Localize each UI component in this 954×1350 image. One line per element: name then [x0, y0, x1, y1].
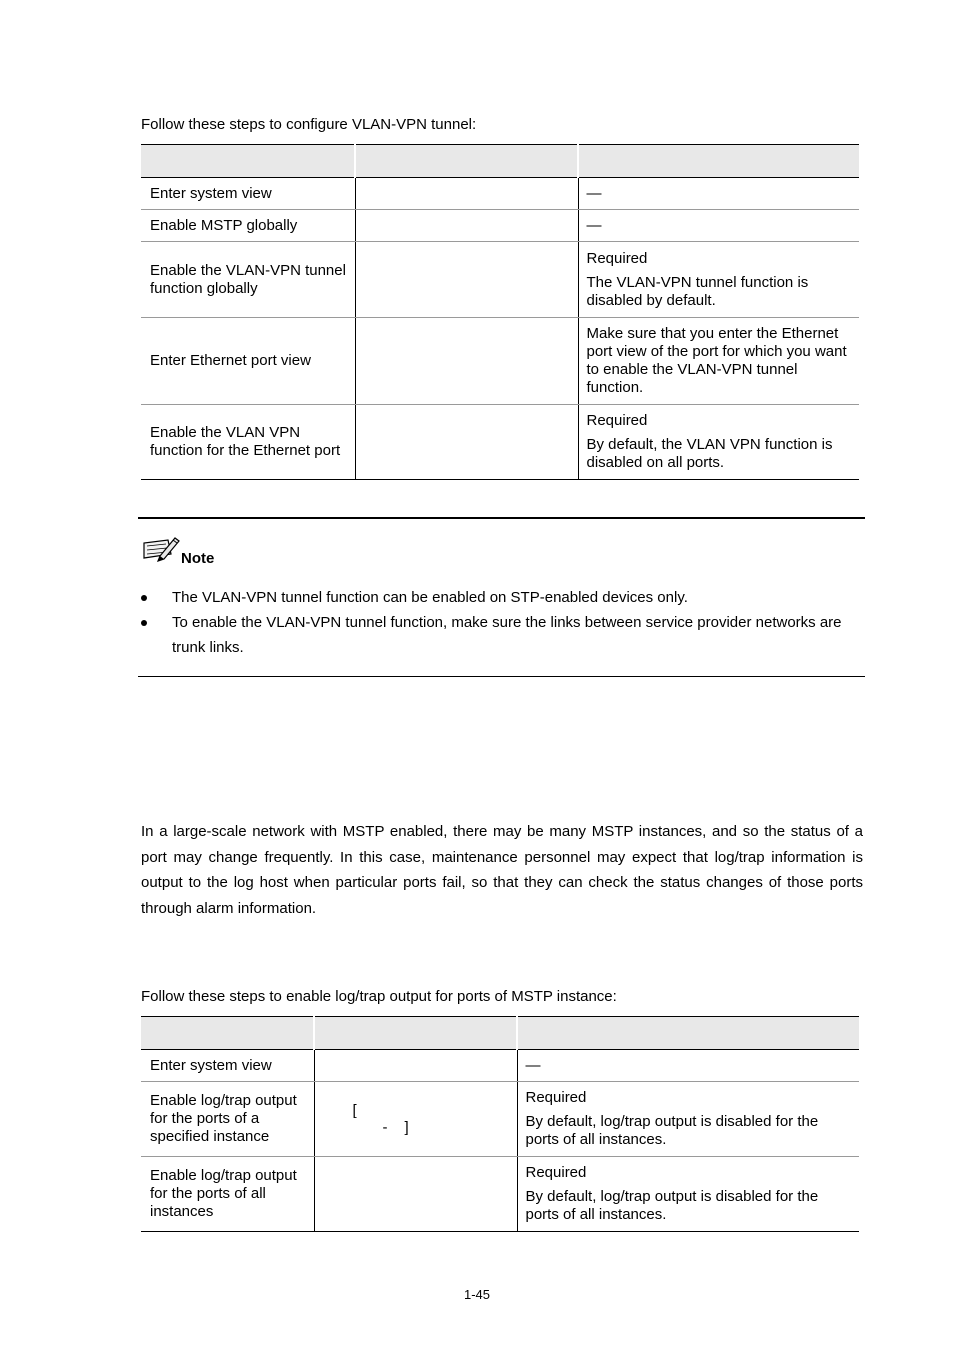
- command-cell: [355, 178, 578, 210]
- table-row: [141, 178, 859, 210]
- command-cell: [355, 405, 578, 480]
- command-cell: [314, 1082, 517, 1157]
- remarks-cell: [578, 318, 859, 405]
- operation-cell: Enable log/trap output for the ports of all instances: [141, 1157, 314, 1232]
- command-fragment-open-bracket: [: [352, 1102, 357, 1119]
- header-cell-operation: [141, 1017, 314, 1050]
- operation-cell: Enter system view: [141, 178, 355, 210]
- command-fragment-close-bracket: ]: [404, 1119, 409, 1136]
- remarks-text: By default, log/trap output is disabled for the ports of all instances.: [525, 1188, 819, 1223]
- remarks-text: Make sure that you enter the Ethernet port view of the port for which you want to enable the VLAN-VPN tunnel function.: [586, 325, 847, 396]
- list-item: [141, 585, 865, 610]
- table-header-row: [141, 1017, 859, 1050]
- note-bottom-rule: [138, 676, 865, 677]
- bullet-icon: [141, 595, 147, 601]
- command-cell: [355, 210, 578, 242]
- header-cell-command: [355, 145, 578, 178]
- operation-cell: Enable MSTP globally: [141, 210, 355, 242]
- command-fragment-dash: -: [382, 1119, 388, 1136]
- table-row: [141, 210, 859, 242]
- table-row: [141, 1050, 859, 1082]
- header-cell-remarks: [517, 1017, 859, 1050]
- note-item-text: To enable the VLAN-VPN tunnel function, make sure the links between service provider networks are trunk links.: [172, 614, 842, 656]
- remarks-required: Required: [525, 1089, 587, 1106]
- table-row: [141, 1082, 859, 1157]
- remarks-text: By default, log/trap output is disabled for the ports of all instances.: [525, 1113, 819, 1148]
- header-cell-remarks: [578, 145, 859, 178]
- remarks-text: The VLAN-VPN tunnel function is disabled by default.: [586, 273, 809, 309]
- table-header-row: [141, 145, 859, 178]
- remarks-cell: [578, 242, 859, 318]
- header-cell-command: [314, 1017, 517, 1050]
- remarks-cell: [578, 405, 859, 480]
- table-row: [141, 242, 859, 318]
- table-row: [141, 1157, 859, 1232]
- note-item-text: The VLAN-VPN tunnel function can be enabled on STP-enabled devices only.: [172, 589, 688, 606]
- remarks-cell: [578, 210, 859, 242]
- remarks-required: Required: [525, 1164, 587, 1181]
- operation-cell: Enable the VLAN-VPN tunnel function globally: [141, 242, 355, 318]
- bullet-icon: [141, 620, 147, 626]
- remarks-cell: [517, 1157, 859, 1232]
- remarks-text: —: [586, 216, 602, 234]
- remarks-required: Required: [586, 249, 648, 267]
- operation-cell: Enter Ethernet port view: [141, 318, 355, 405]
- command-cell: [355, 318, 578, 405]
- remarks-cell: [517, 1050, 859, 1082]
- remarks-text: —: [586, 184, 602, 202]
- remarks-cell: [517, 1082, 859, 1157]
- note-list: [141, 585, 865, 660]
- page-number: 1-45: [463, 1287, 491, 1302]
- remarks-required: Required: [586, 412, 648, 429]
- header-cell-operation: [141, 145, 355, 178]
- table-row: [141, 405, 859, 480]
- remarks-cell: [578, 178, 859, 210]
- body-paragraph: In a large-scale network with MSTP enabled, there may be many MSTP instances, and so the status of a port may change frequently. In this case, maintenance personnel may expect that log/trap information is output to the log host when particular ports fail, so that they can check the status changes of those ports through alarm information.: [141, 823, 863, 917]
- operation-cell: Enter system view: [141, 1050, 314, 1082]
- list-item: [141, 610, 865, 660]
- note-title: Note: [181, 550, 215, 567]
- remarks-text: By default, the VLAN VPN function is disabled on all ports.: [586, 436, 833, 471]
- table-row: [141, 318, 859, 405]
- command-cell: [314, 1157, 517, 1232]
- remarks-text: —: [525, 1056, 541, 1074]
- log-trap-config-table: [141, 1016, 859, 1232]
- vlan-vpn-config-table: [141, 144, 859, 480]
- note-top-rule: [138, 517, 865, 519]
- command-cell: [314, 1050, 517, 1082]
- command-cell: [355, 242, 578, 318]
- section1-intro: Follow these steps to configure VLAN-VPN tunnel:: [141, 116, 477, 133]
- note-pencil-icon: [142, 534, 180, 568]
- section2-intro: Follow these steps to enable log/trap output for ports of MSTP instance:: [141, 988, 617, 1005]
- operation-cell: Enable the VLAN VPN function for the Ethernet port: [141, 405, 355, 480]
- operation-cell: Enable log/trap output for the ports of a specified instance: [141, 1082, 314, 1157]
